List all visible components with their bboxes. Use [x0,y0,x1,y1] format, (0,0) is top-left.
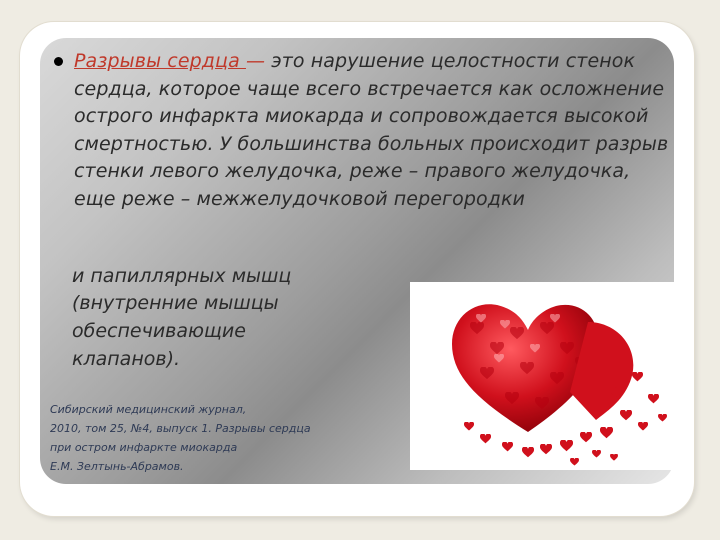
term-link[interactable]: Разрывы сердца [74,50,246,72]
main-paragraph [74,48,674,213]
continuation-line-4: клапанов). [72,348,181,370]
citation-line-3: при остром инфаркте миокарда [50,441,238,454]
dash: — [245,50,272,72]
heart-of-hearts-icon [410,282,680,470]
continuation-line-3: обеспечивающие [72,320,246,342]
bullet-icon [54,57,63,66]
heart-photo [410,282,680,470]
citation-line-2: 2010, том 25, №4, выпуск 1. Разрывы сердца [50,422,311,435]
citation-line-1: Сибирский медицинский журнал, [50,403,247,416]
citation-line-4: Е.М. Зелтынь-Абрамов. [50,460,184,473]
continuation-line-2: (внутренние мышцы [72,292,279,314]
citation [50,400,380,476]
main-text: это нарушение целостности стенок сердца, которое чаще всего встречается как осложнение острого инфаркта миокарда и сопровождается высокой смертностью. У большинства больных происходит разрыв стенки левого желудочка, реже – правого желудочка, еще реже – межжелудочковой перегородки [74,50,669,210]
continuation-line-1: и папиллярных мышц [72,265,292,287]
